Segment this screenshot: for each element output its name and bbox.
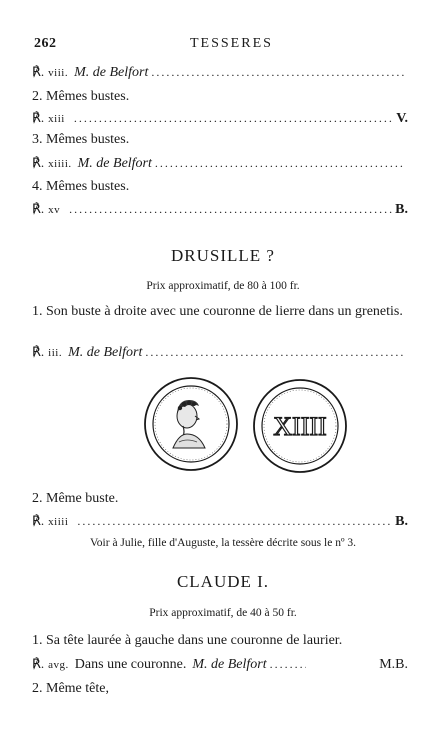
reverse-mark: ℟. [32, 344, 45, 359]
leader-dots [74, 111, 393, 126]
reverse-number: xv [48, 204, 61, 216]
reverse-mark: ℟. [32, 110, 45, 125]
reverse-line [32, 656, 408, 673]
leader-dots [77, 514, 392, 529]
reverse-line [32, 155, 408, 172]
reverse-mark: ℟. [32, 64, 45, 79]
rarity-mark: B. [395, 514, 408, 529]
rarity-mark: V. [396, 111, 408, 126]
leader-dots [155, 156, 405, 171]
leader-dots [69, 202, 392, 217]
collection-name: M. de Belfort [192, 657, 267, 672]
reverse-number: viii. [48, 67, 69, 79]
coin-reverse-numeral: XIIII [273, 412, 327, 441]
running-title: TESSERES [190, 36, 273, 51]
reverse-line [32, 110, 408, 127]
item-text: Mêmes bustes. [46, 179, 130, 194]
collection-name: M. de Belfort [74, 65, 149, 80]
reverse-line [32, 201, 408, 218]
reverse-number: xiiii. [48, 158, 72, 170]
reverse-number: xiiii [48, 516, 69, 528]
rarity-mark: M.B. [379, 657, 408, 672]
reverse-mark: ℟. [32, 513, 45, 528]
reverse-line [32, 513, 408, 530]
reverse-mark: ℟. [32, 155, 45, 170]
reverse-description: Dans une couronne. [74, 657, 187, 672]
item-text: Mêmes bustes. [46, 89, 130, 104]
item-number: 2. [32, 89, 43, 104]
item-description: 2. Même tête, [32, 681, 109, 696]
item-number: 3. [32, 132, 43, 147]
section-title-claude: CLAUDE I. [176, 572, 270, 591]
reverse-line [32, 64, 408, 81]
item-description: 1. Sa tête laurée à gauche dans une couronne de laurier. [32, 633, 343, 648]
reverse-mark: ℟. [32, 201, 45, 216]
reverse-number: xiii [48, 113, 65, 125]
price-estimate: Prix approximatif, de 80 à 100 fr. [146, 280, 300, 292]
item-description: 1. Son buste à droite avec une couronne de lierre dans un grenetis. [32, 304, 403, 319]
page-number: 262 [34, 36, 57, 51]
reverse-number: iii. [48, 347, 63, 359]
price-estimate: Prix approximatif, de 40 à 50 fr. [149, 607, 297, 619]
item-line [32, 131, 408, 148]
leader-dots [270, 657, 306, 672]
collection-name: M. de Belfort [68, 345, 143, 360]
section-title-drusille: DRUSILLE ? [171, 246, 275, 265]
item-line [32, 178, 408, 195]
item-line [32, 88, 408, 105]
reverse-line [32, 344, 408, 361]
item-text: Mêmes bustes. [46, 132, 130, 147]
coin-reverse-illustration [252, 378, 348, 474]
reverse-legend: avg. [48, 659, 69, 671]
leader-dots [145, 345, 405, 360]
cross-reference-note: Voir à Julie, fille d'Auguste, la tessère décrite sous le nº 3. [89, 537, 357, 549]
rarity-mark: B. [395, 202, 408, 217]
leader-dots [151, 65, 405, 80]
item-description: 2. Même buste. [32, 491, 119, 506]
item-number: 4. [32, 179, 43, 194]
coin-obverse-illustration [143, 376, 239, 472]
collection-name: M. de Belfort [77, 156, 152, 171]
reverse-mark: ℟. [32, 656, 45, 671]
